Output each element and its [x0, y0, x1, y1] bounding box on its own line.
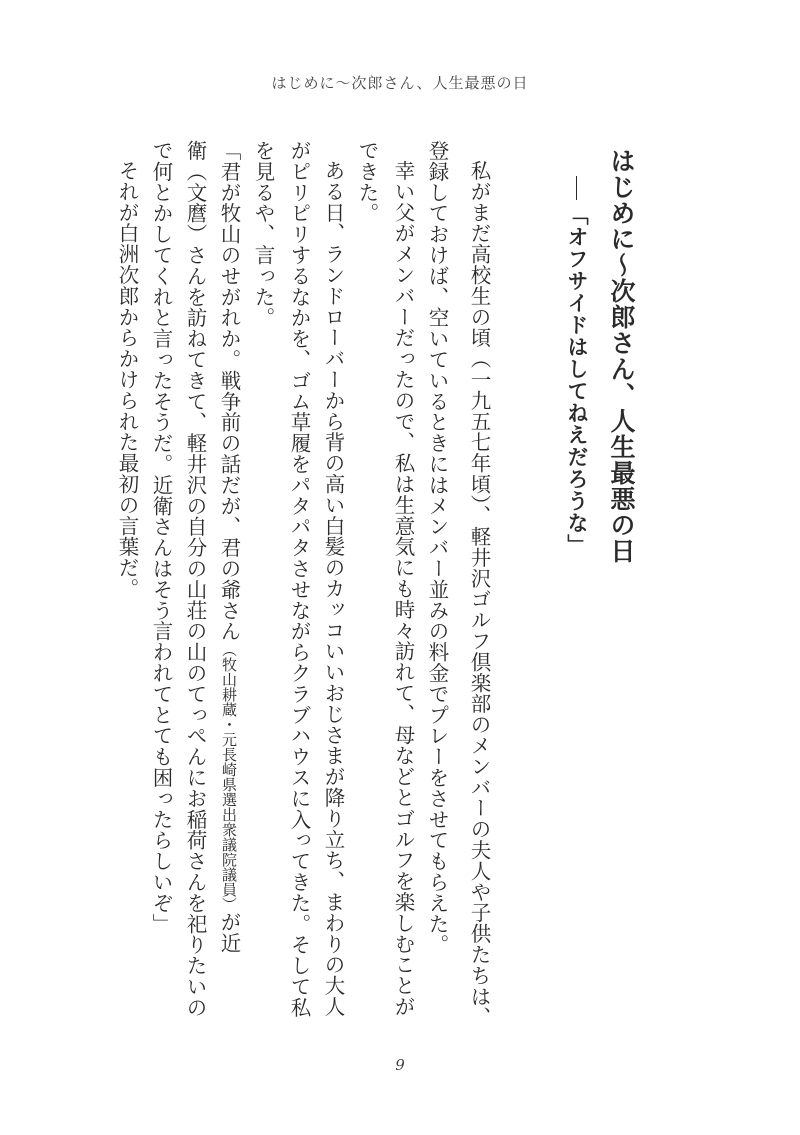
body-column: 衛（文麿）さんを訪ねてきて、軽井沢の自分の山荘の山のてっぺんにお稲荷さんを祀りたいの	[183, 140, 207, 1018]
chapter-title: はじめに〜次郎さん、人生最悪の日	[607, 148, 636, 564]
subtitle-dash	[576, 176, 577, 200]
body-text: が近	[217, 911, 241, 954]
chapter-subtitle: 「オフサイドはしてねえだろうな」	[565, 204, 590, 556]
annotation-note: （牧山耕蔵・元長崎県選出衆議院議員）	[220, 641, 238, 912]
body-column: がピリピリするなかを、ゴム草履をパタパタさせながらクラブハウスに入ってきた。そして私	[287, 140, 311, 1018]
body-column: 私がまだ高校生の頃（一九五七年頃）、軽井沢ゴルフ倶楽部のメンバーの夫人や子供たちは、	[467, 160, 491, 1028]
body-column	[212, 140, 246, 953]
body-column: それが白洲次郎からかけられた最初の言葉だ。	[115, 160, 139, 599]
body-column: 幸い父がメンバーだったので、私は生意気にも時々訪れて、母などとゴルフを楽しむことが	[391, 160, 415, 1017]
body-column: 登録しておけば、空いているときにはメンバー並みの料金でプレーをさせてもらえた。	[425, 140, 449, 956]
page-number: 9	[395, 1056, 405, 1074]
body-column: を見るや、言った。	[251, 140, 275, 329]
body-column: ある日、ランドローバーから背の高い白髪のカッコいいおじさまが降り立ち、まわりの大人	[321, 160, 345, 1017]
body-column: で何とかしてくれと言ったそうだ。近衛さんはそう言われてとても困ったらしいぞ」	[149, 140, 173, 935]
running-header: はじめに〜次郎さん、人生最悪の日	[271, 74, 529, 92]
body-column: できた。	[355, 140, 379, 224]
body-text: 「君が牧山のせがれか。戦争前の話だが、君の爺さん	[217, 140, 241, 642]
